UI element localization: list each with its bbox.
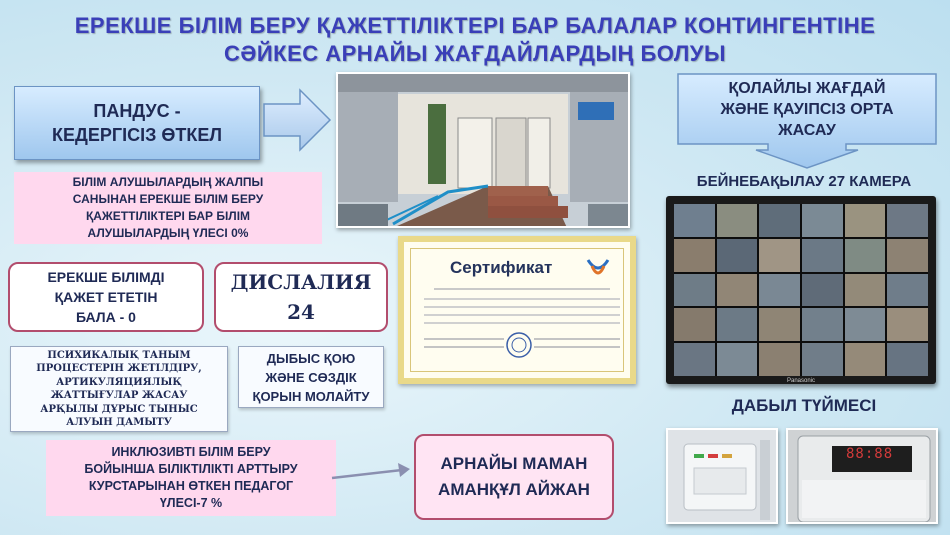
safe-env-line2: ЖӘНЕ ҚАУІПСІЗ ОРТА	[720, 101, 894, 118]
speech-line1: ДЫБЫС ҚОЮ	[266, 350, 356, 366]
special-child-line2: ҚАЖЕТ ЕТЕТІН	[54, 289, 158, 305]
inclusive-training-box	[46, 440, 336, 516]
alarm-panel-photo-left	[666, 428, 778, 524]
share-line1: БІЛІМ АЛУШЫЛАРДЫҢ ЖАЛПЫ	[72, 175, 264, 189]
dyslalia-count: 24	[287, 300, 315, 324]
share-line2: САНЫНАН ЕРЕКШЕ БІЛІМ БЕРУ	[72, 192, 264, 206]
ramp-box	[14, 86, 260, 160]
cctv-monitor	[666, 196, 936, 384]
specialist-box	[414, 434, 614, 520]
certificate-image	[398, 236, 636, 384]
psych-line4: ЖАТТЫҒУЛАР ЖАСАУ	[50, 390, 188, 401]
cameras-label: БЕЙНЕБАҚЫЛАУ 27 КАМЕРА	[696, 173, 912, 190]
psych-processes-box	[10, 346, 228, 432]
share-line4: АЛУШЫЛАРДЫҢ ҮЛЕСІ 0%	[87, 226, 249, 240]
inclusive-line2: БОЙЫНША БІЛІКТІЛІКТІ АРТТЫРУ	[84, 462, 298, 476]
share-percentage-box	[14, 172, 322, 244]
safe-environment-text	[676, 78, 938, 141]
dyslalia-box	[214, 262, 388, 332]
dyslalia-label: ДИСЛАЛИЯ	[230, 270, 372, 294]
ramp-entrance-photo	[336, 72, 630, 228]
inclusive-line3: КУРСТАРЫНАН ӨТКЕН ПЕДАГОГ	[88, 479, 294, 493]
safe-env-line3: ЖАСАУ	[778, 122, 836, 139]
psych-line3: АРТИКУЛЯЦИЯЛЫҚ	[56, 376, 182, 388]
alarm-panel-photo-right	[786, 428, 938, 524]
inclusive-line1: ИНКЛЮЗИВТІ БІЛІМ БЕРУ	[111, 445, 271, 459]
certificate-stamp-icon	[504, 330, 534, 360]
arrow-right-icon	[262, 88, 332, 152]
psych-line6: АЛУЫН ДАМЫТУ	[66, 417, 172, 428]
speech-line2: ЖӘНЕ СӨЗДІК	[265, 369, 357, 385]
alarm-button-label: ДАБЫЛ ТҮЙМЕСІ	[731, 396, 877, 415]
speech-line3: ҚОРЫН МОЛАЙТУ	[252, 388, 370, 404]
psych-line5: АРҚЫЛЫ ДҰРЫС ТЫНЫС	[40, 403, 198, 415]
special-child-line3: БАЛА - 0	[76, 309, 136, 325]
speech-sound-box	[238, 346, 384, 408]
certificate-heading: Сертификат	[450, 258, 553, 277]
certificate-logo-icon	[584, 256, 612, 282]
page-title-line2: СӘЙКЕС АРНАЙЫ ЖАҒДАЙЛАРДЫҢ БОЛУЫ	[223, 41, 727, 66]
arrow-to-specialist-icon	[330, 456, 414, 486]
specialist-name: АМАНҚҰЛ АЙЖАН	[438, 480, 590, 499]
psych-line2: ПРОЦЕСТЕРІН ЖЕТІЛДІРУ,	[36, 363, 202, 374]
special-child-line1: ЕРЕКШЕ БІЛІМДІ	[47, 269, 165, 285]
ramp-line1: ПАНДУС -	[93, 101, 181, 121]
inclusive-line4: ҮЛЕСІ-7 %	[159, 496, 223, 510]
special-needs-child-box	[8, 262, 204, 332]
tv-brand: Panasonic	[786, 378, 816, 384]
alarm-display: 88:88	[846, 446, 894, 462]
safe-env-line1: ҚОЛАЙЛЫ ЖАҒДАЙ	[728, 80, 886, 97]
ramp-line2: КЕДЕРГІСІЗ ӨТКЕЛ	[52, 125, 222, 145]
share-line3: ҚАЖЕТТІЛІКТЕРІ БАР БІЛІМ	[85, 209, 251, 223]
psych-line1: ПСИХИКАЛЫҚ ТАНЫМ	[47, 349, 191, 361]
specialist-role: АРНАЙЫ МАМАН	[440, 454, 588, 473]
page-title-line1: ЕРЕКШЕ БІЛІМ БЕРУ ҚАЖЕТТІЛІКТЕРІ БАР БАЛАЛАР КОНТИНГЕНТІНЕ	[74, 13, 876, 38]
